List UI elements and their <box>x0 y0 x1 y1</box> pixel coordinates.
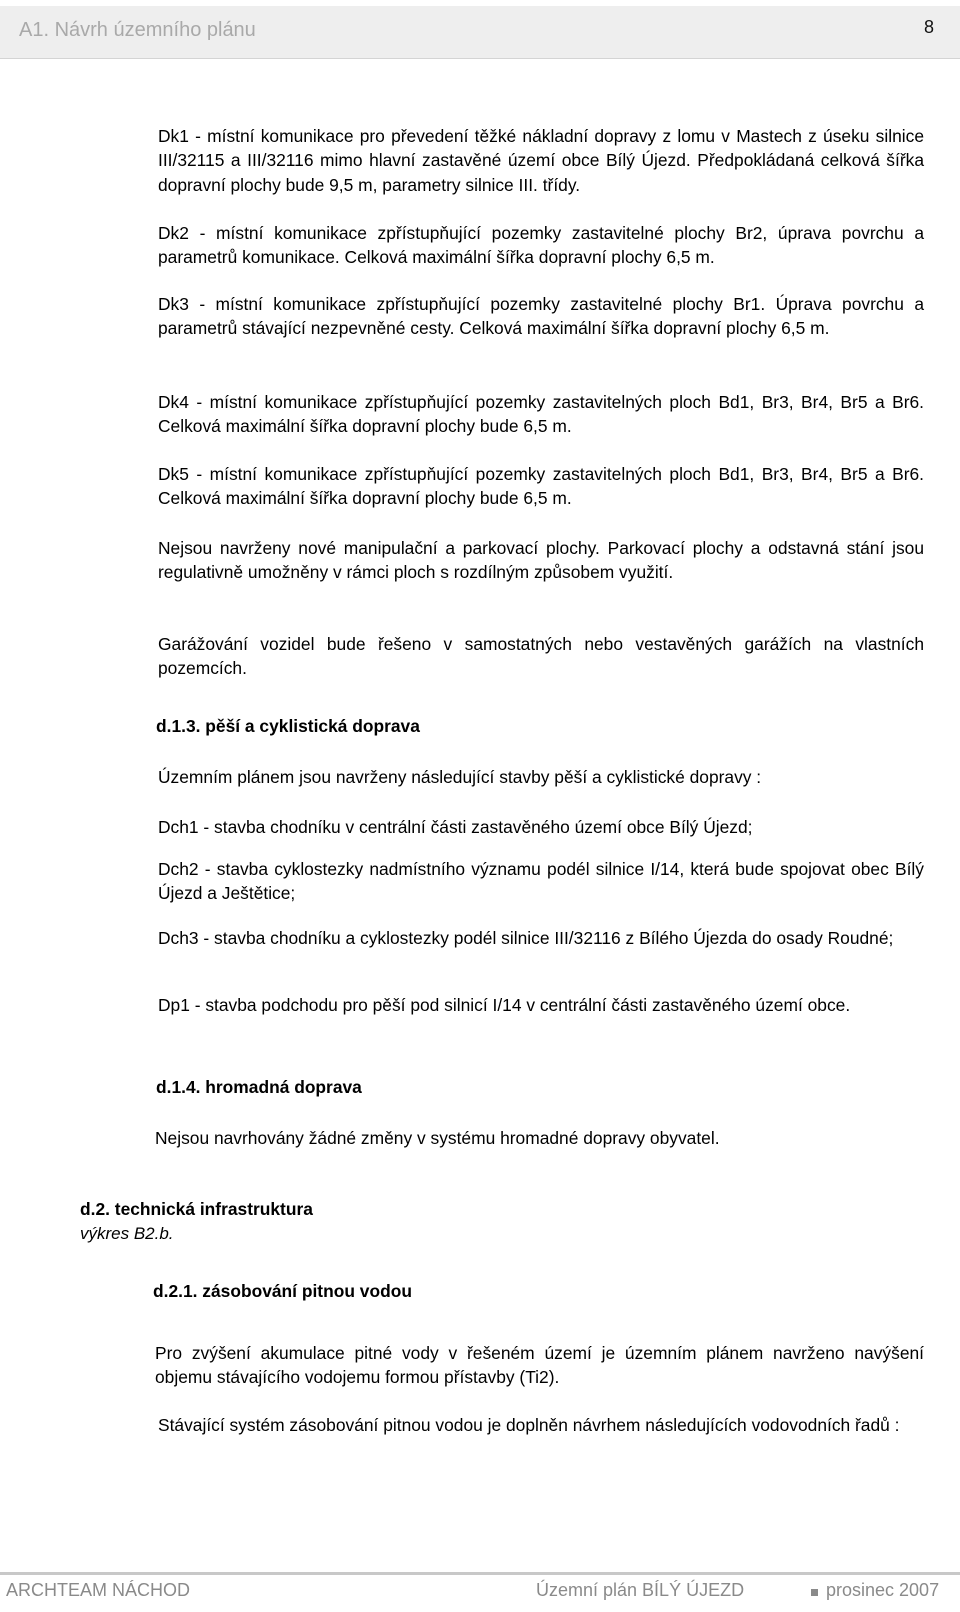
heading-d-2: d.2. technická infrastruktura <box>80 1199 313 1219</box>
footer-bullet-icon <box>811 1589 818 1596</box>
footer-author: ARCHTEAM NÁCHOD <box>6 1580 191 1600</box>
paragraph-dch3: Dch3 - stavba chodníku a cyklostezky podél silnice III/32116 z Bílého Újezda do osady Roudné; <box>158 928 894 948</box>
paragraph-water-1: Pro zvýšení akumulace pitné vody v řešeném území je územním plánem navrženo navýšení objemu stávajícího vodojemu formou přístavby (Ti2). <box>155 1343 924 1388</box>
paragraph-dch1: Dch1 - stavba chodníku v centrální části zastavěného území obce Bílý Újezd; <box>158 817 753 837</box>
paragraph-dk2: Dk2 - místní komunikace zpřístupňující pozemky zastavitelné plochy Br2, úprava povrchu a parametrů komunikace. Celková maximální šířka dopravní plochy 6,5 m. <box>158 223 924 268</box>
paragraph-garage: Garážování vozidel bude řešeno v samostatných nebo vestavěných garážích na vlastních pozemcích. <box>158 634 924 679</box>
paragraph-mass-transit: Nejsou navrhovány žádné změny v systému hromadné dopravy obyvatel. <box>155 1128 720 1148</box>
heading-d-1-4: d.1.4. hromadná doprava <box>156 1077 362 1097</box>
document-title: A1. Návrh územního plánu <box>19 19 256 41</box>
footer-divider <box>0 1572 960 1575</box>
heading-d-2-drawing-ref: výkres B2.b. <box>80 1224 174 1243</box>
paragraph-dk5: Dk5 - místní komunikace zpřístupňující pozemky zastavitelných ploch Bd1, Br3, Br4, Br5 a Br6. Celková maximální šířka dopravní plochy bude 6,5 m. <box>158 464 924 509</box>
heading-d-2-1: d.2.1. zásobování pitnou vodou <box>153 1281 412 1301</box>
heading-d-1-3: d.1.3. pěší a cyklistická doprava <box>156 716 420 736</box>
page-header <box>0 6 960 59</box>
page-number: 8 <box>924 17 935 37</box>
paragraph-water-2: Stávající systém zásobování pitnou vodou je doplněn návrhem následujících vodovodních řadů : <box>158 1415 900 1435</box>
footer-project: Územní plán BÍLÝ ÚJEZD <box>536 1580 745 1600</box>
paragraph-dk1: Dk1 - místní komunikace pro převedení těžké nákladní dopravy z lomu v Mastech z úseku silnice III/32115 a III/32116 mimo hlavní zastavěné území obce Bílý Újezd. Předpokládaná celková šířka dopravní plochy bude 9,5 m, parametry silnice III. třídy. <box>158 126 924 195</box>
paragraph-dp1: Dp1 - stavba podchodu pro pěší pod silnicí I/14 v centrální části zastavěného území obce. <box>158 995 851 1015</box>
paragraph-dk3: Dk3 - místní komunikace zpřístupňující pozemky zastavitelné plochy Br1. Úprava povrchu a parametrů stávající nezpevněné cesty. Celková maximální šířka dopravní plochy 6,5 m. <box>158 294 924 339</box>
footer-date: prosinec 2007 <box>826 1580 940 1600</box>
paragraph-dk4: Dk4 - místní komunikace zpřístupňující pozemky zastavitelných ploch Bd1, Br3, Br4, Br5 a Br6. Celková maximální šířka dopravní plochy bude 6,5 m. <box>158 392 924 437</box>
paragraph-parking: Nejsou navrženy nové manipulační a parkovací plochy. Parkovací plochy a odstavná stání jsou regulativně umožněny v rámci ploch s rozdílným způsobem využití. <box>158 538 924 583</box>
paragraph-pedestrian-intro: Územním plánem jsou navrženy následující stavby pěší a cyklistické dopravy : <box>158 767 762 787</box>
paragraph-dch2: Dch2 - stavba cyklostezky nadmístního významu podél silnice I/14, která bude spojovat obec Bílý Újezd a Ještětice; <box>158 859 924 904</box>
